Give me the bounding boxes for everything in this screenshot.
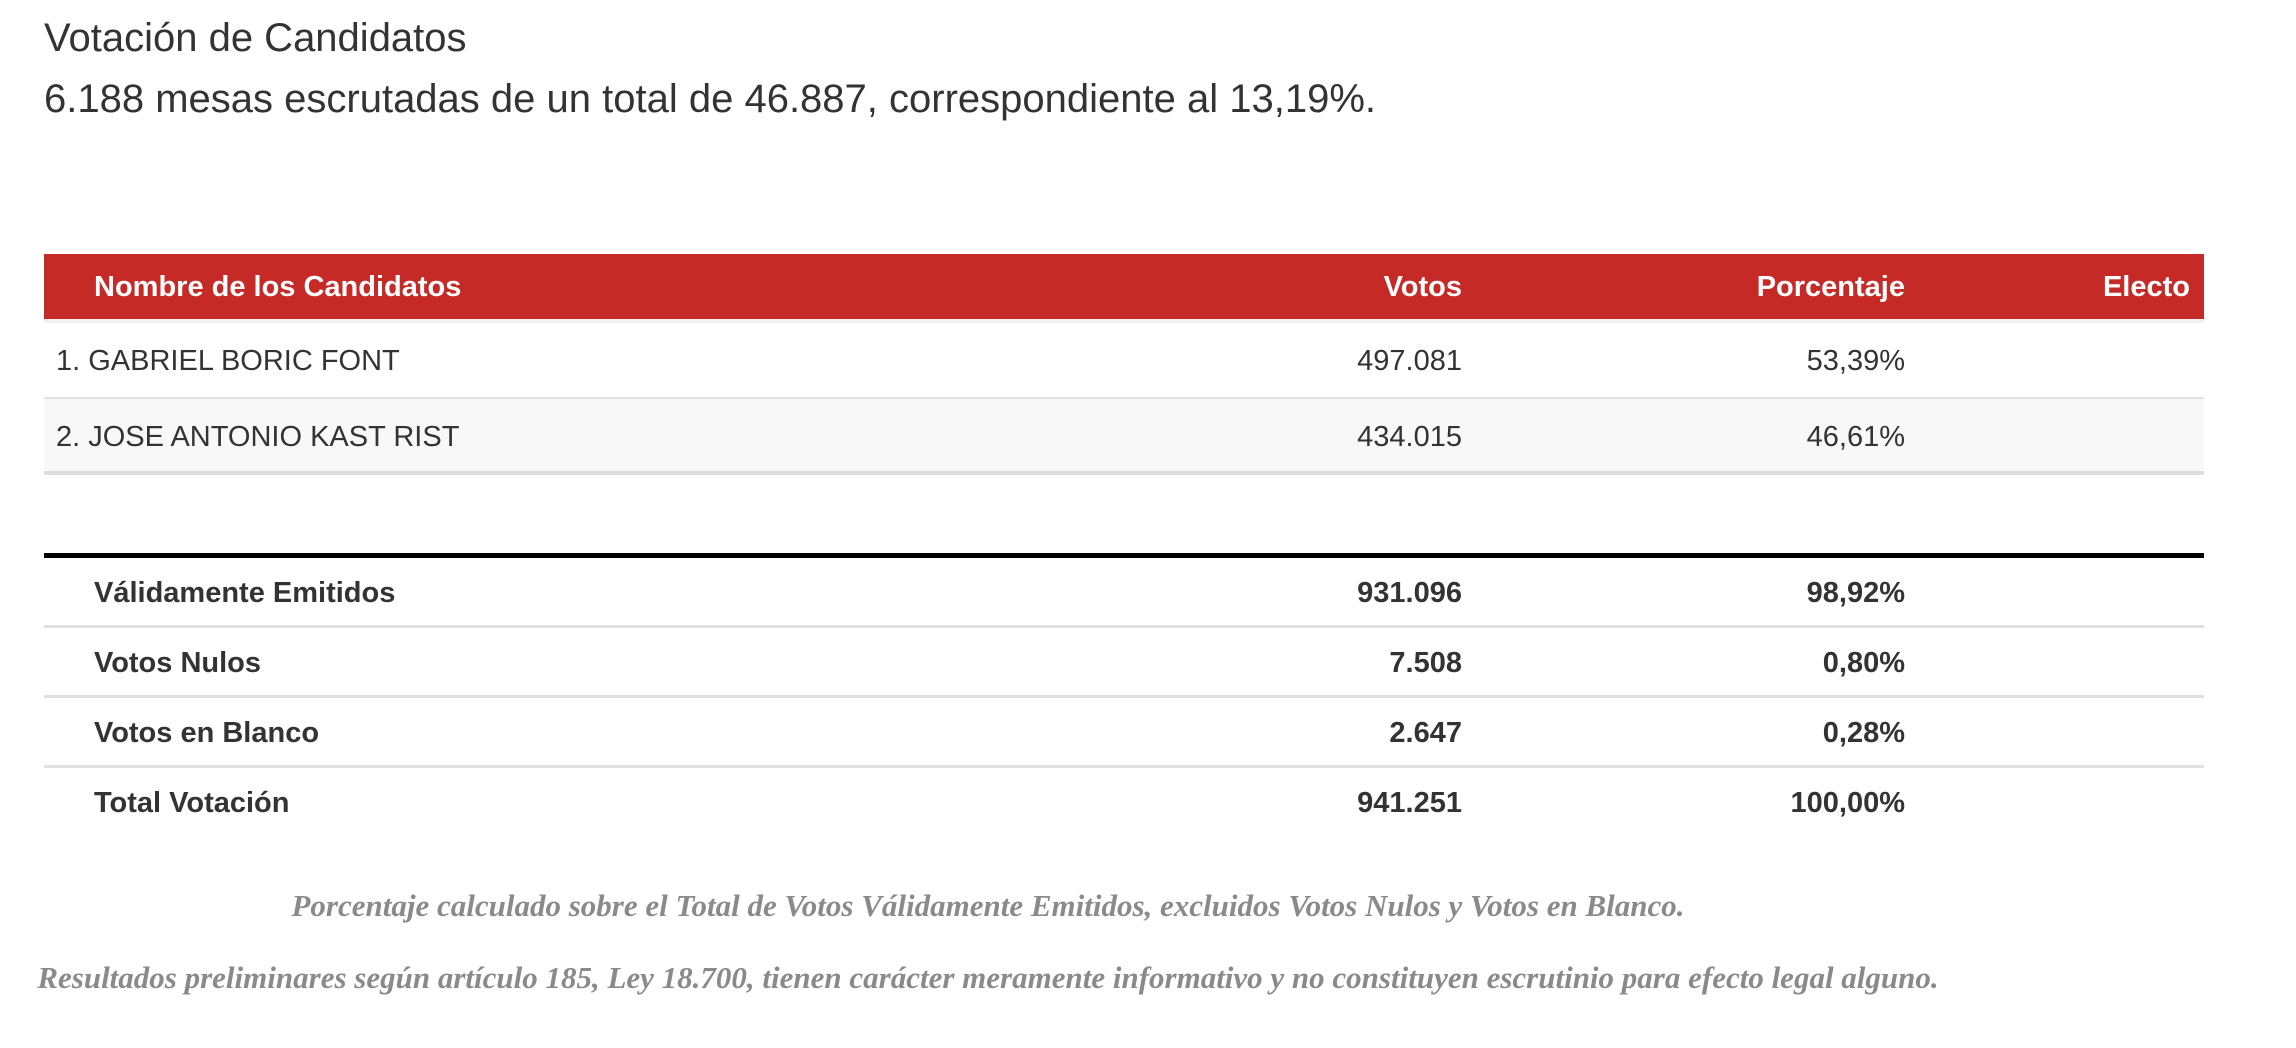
- candidate-percent: 46,61%: [1806, 421, 1905, 453]
- candidate-name: 2. JOSE ANTONIO KAST RIST: [56, 421, 460, 453]
- summary-label: Votos en Blanco: [94, 717, 320, 749]
- summary-votes: 931.096: [1357, 577, 1462, 609]
- candidate-percent: 53,39%: [1806, 345, 1905, 377]
- summary-percent: 0,28%: [1822, 717, 1905, 749]
- candidate-name: 1. GABRIEL BORIC FONT: [56, 345, 400, 377]
- candidate-row: [44, 399, 2204, 475]
- summary-votes: 2.647: [1389, 717, 1462, 749]
- column-header-votes: Votos: [1383, 271, 1462, 303]
- summary-row-null: [44, 628, 2204, 698]
- results-table: [44, 254, 2204, 838]
- summary-percent: 100,00%: [1790, 787, 1905, 819]
- summary-row-valid: [44, 558, 2204, 628]
- table-spacer: [44, 475, 2204, 553]
- summary-row-blank: [44, 698, 2204, 768]
- candidate-votes: 497.081: [1357, 345, 1462, 377]
- summary-votes: 941.251: [1357, 787, 1462, 819]
- summary-label: Total Votación: [94, 787, 290, 819]
- table-header-row: [44, 254, 2204, 323]
- summary-row-total: [44, 768, 2204, 838]
- summary-votes: 7.508: [1389, 647, 1462, 679]
- percent-footnote: Porcentaje calculado sobre el Total de Votos Válidamente Emitidos, excluidos Votos Nulos y Votos en Blanco.: [291, 888, 1685, 923]
- page-title: Votación de Candidatos: [44, 16, 467, 60]
- summary-percent: 98,92%: [1806, 577, 1905, 609]
- page-subtitle: 6.188 mesas escrutadas de un total de 46.887, correspondiente al 13,19%.: [44, 77, 1377, 121]
- column-header-percent: Porcentaje: [1756, 271, 1905, 303]
- summary-percent: 0,80%: [1822, 647, 1905, 679]
- candidate-row: [44, 323, 2204, 399]
- column-header-elected: Electo: [2102, 271, 2190, 303]
- column-header-name: Nombre de los Candidatos: [94, 271, 462, 303]
- summary-label: Votos Nulos: [94, 647, 262, 679]
- candidate-votes: 434.015: [1357, 421, 1462, 453]
- legal-footnote: Resultados preliminares según artículo 185, Ley 18.700, tienen carácter meramente informativo y no constituyen escrutinio para efecto legal alguno.: [37, 960, 1939, 995]
- summary-label: Válidamente Emitidos: [94, 577, 396, 609]
